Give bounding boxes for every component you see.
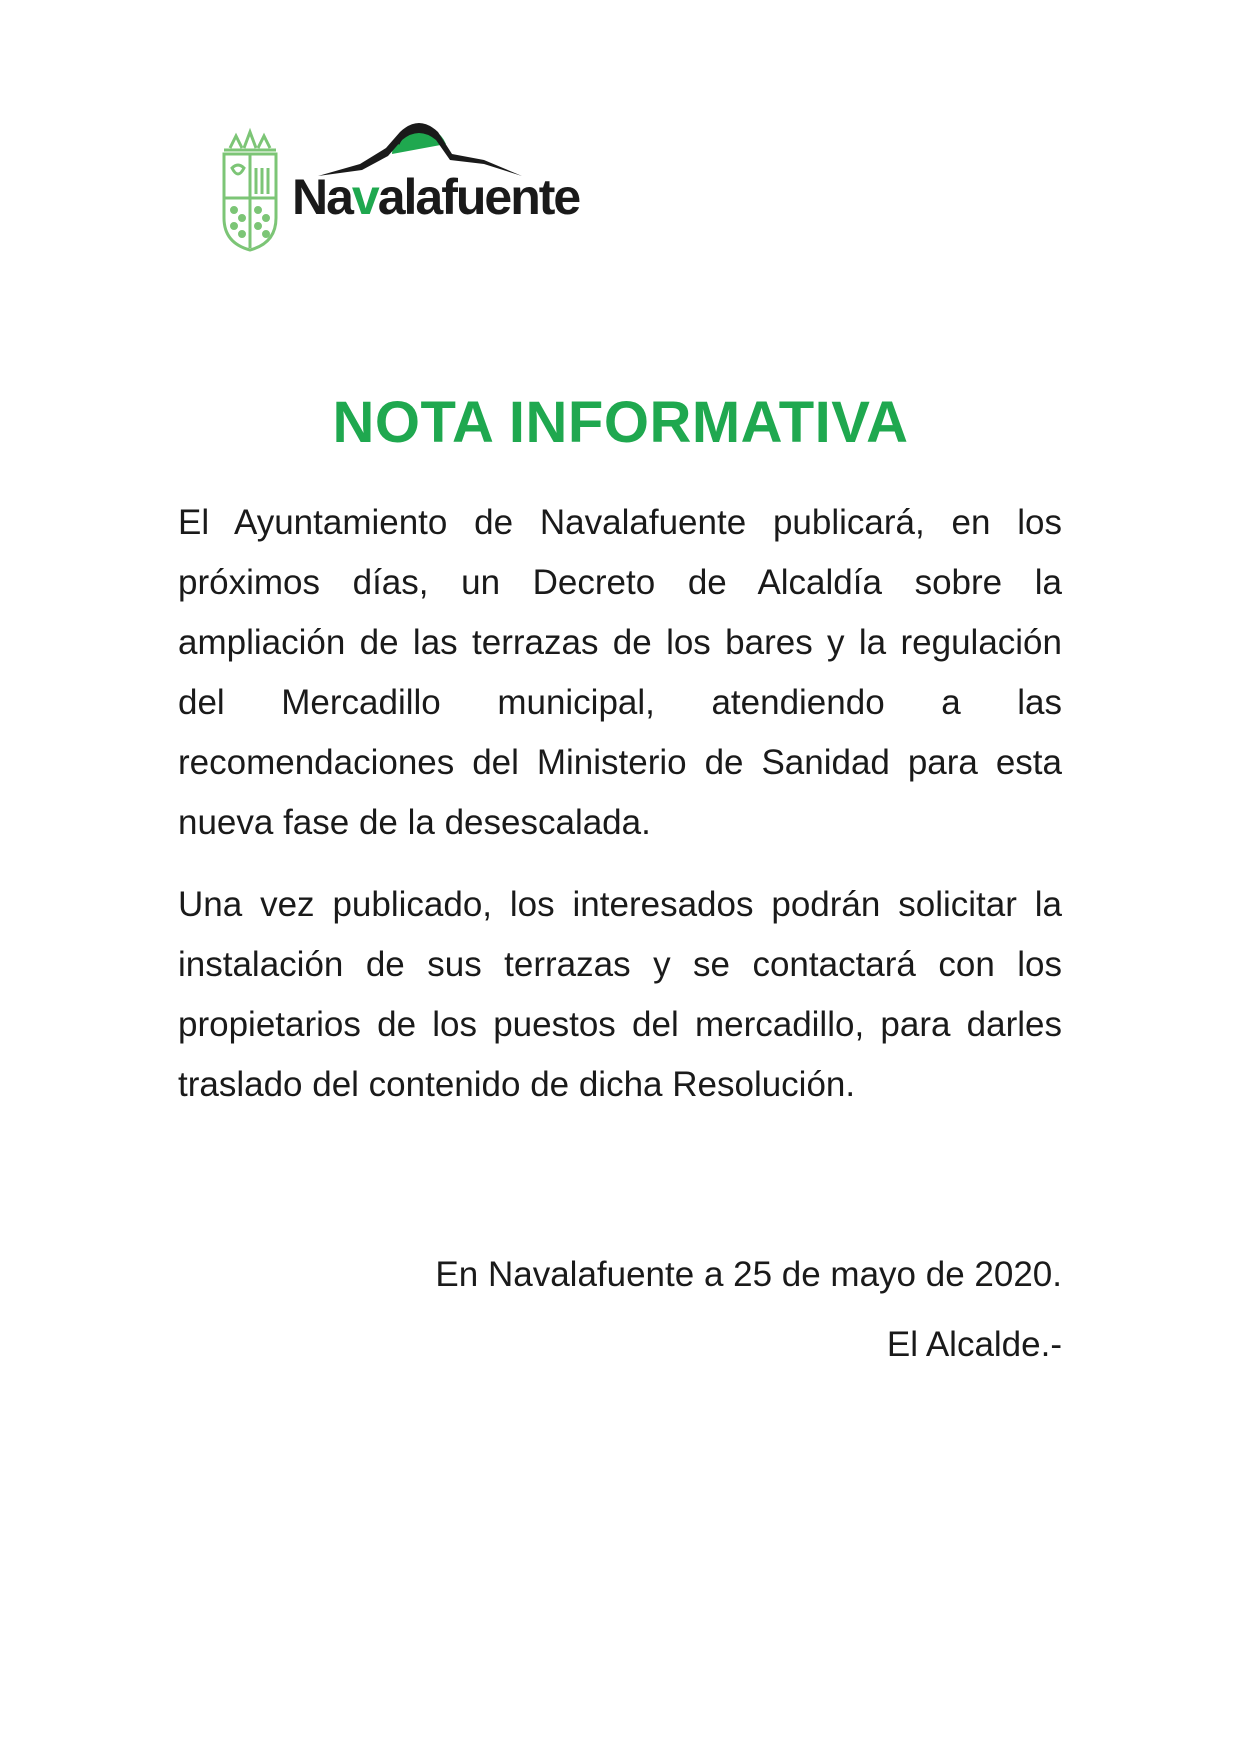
document-body	[178, 493, 1062, 1137]
signature: El Alcalde.-	[886, 1325, 1062, 1364]
closing-block	[178, 1245, 1062, 1385]
logo-wordmark: Navalafuente	[292, 169, 580, 225]
place-date: En Navalafuente a 25 de mayo de 2020.	[435, 1255, 1062, 1294]
paragraph-1: El Ayuntamiento de Navalafuente publicará, en los próximos días, un Decreto de Alcaldía sobre la ampliación de las terrazas de los bares y la regulación del Mercadillo municipal, atendiendo a las recomendaciones del Ministerio de Sanidad para esta nueva fase de la desescalada.	[178, 503, 1062, 842]
coat-of-arms-icon	[224, 132, 276, 250]
logo-graphic	[222, 118, 602, 258]
paragraph-2: Una vez publicado, los interesados podrán solicitar la instalación de sus terrazas y se contactará con los propietarios de los puestos del mercadillo, para darles traslado del contenido de dicha Resolución.	[178, 885, 1062, 1104]
page-title: NOTA INFORMATIVA	[332, 390, 909, 455]
navalafuente-logo	[222, 118, 602, 258]
